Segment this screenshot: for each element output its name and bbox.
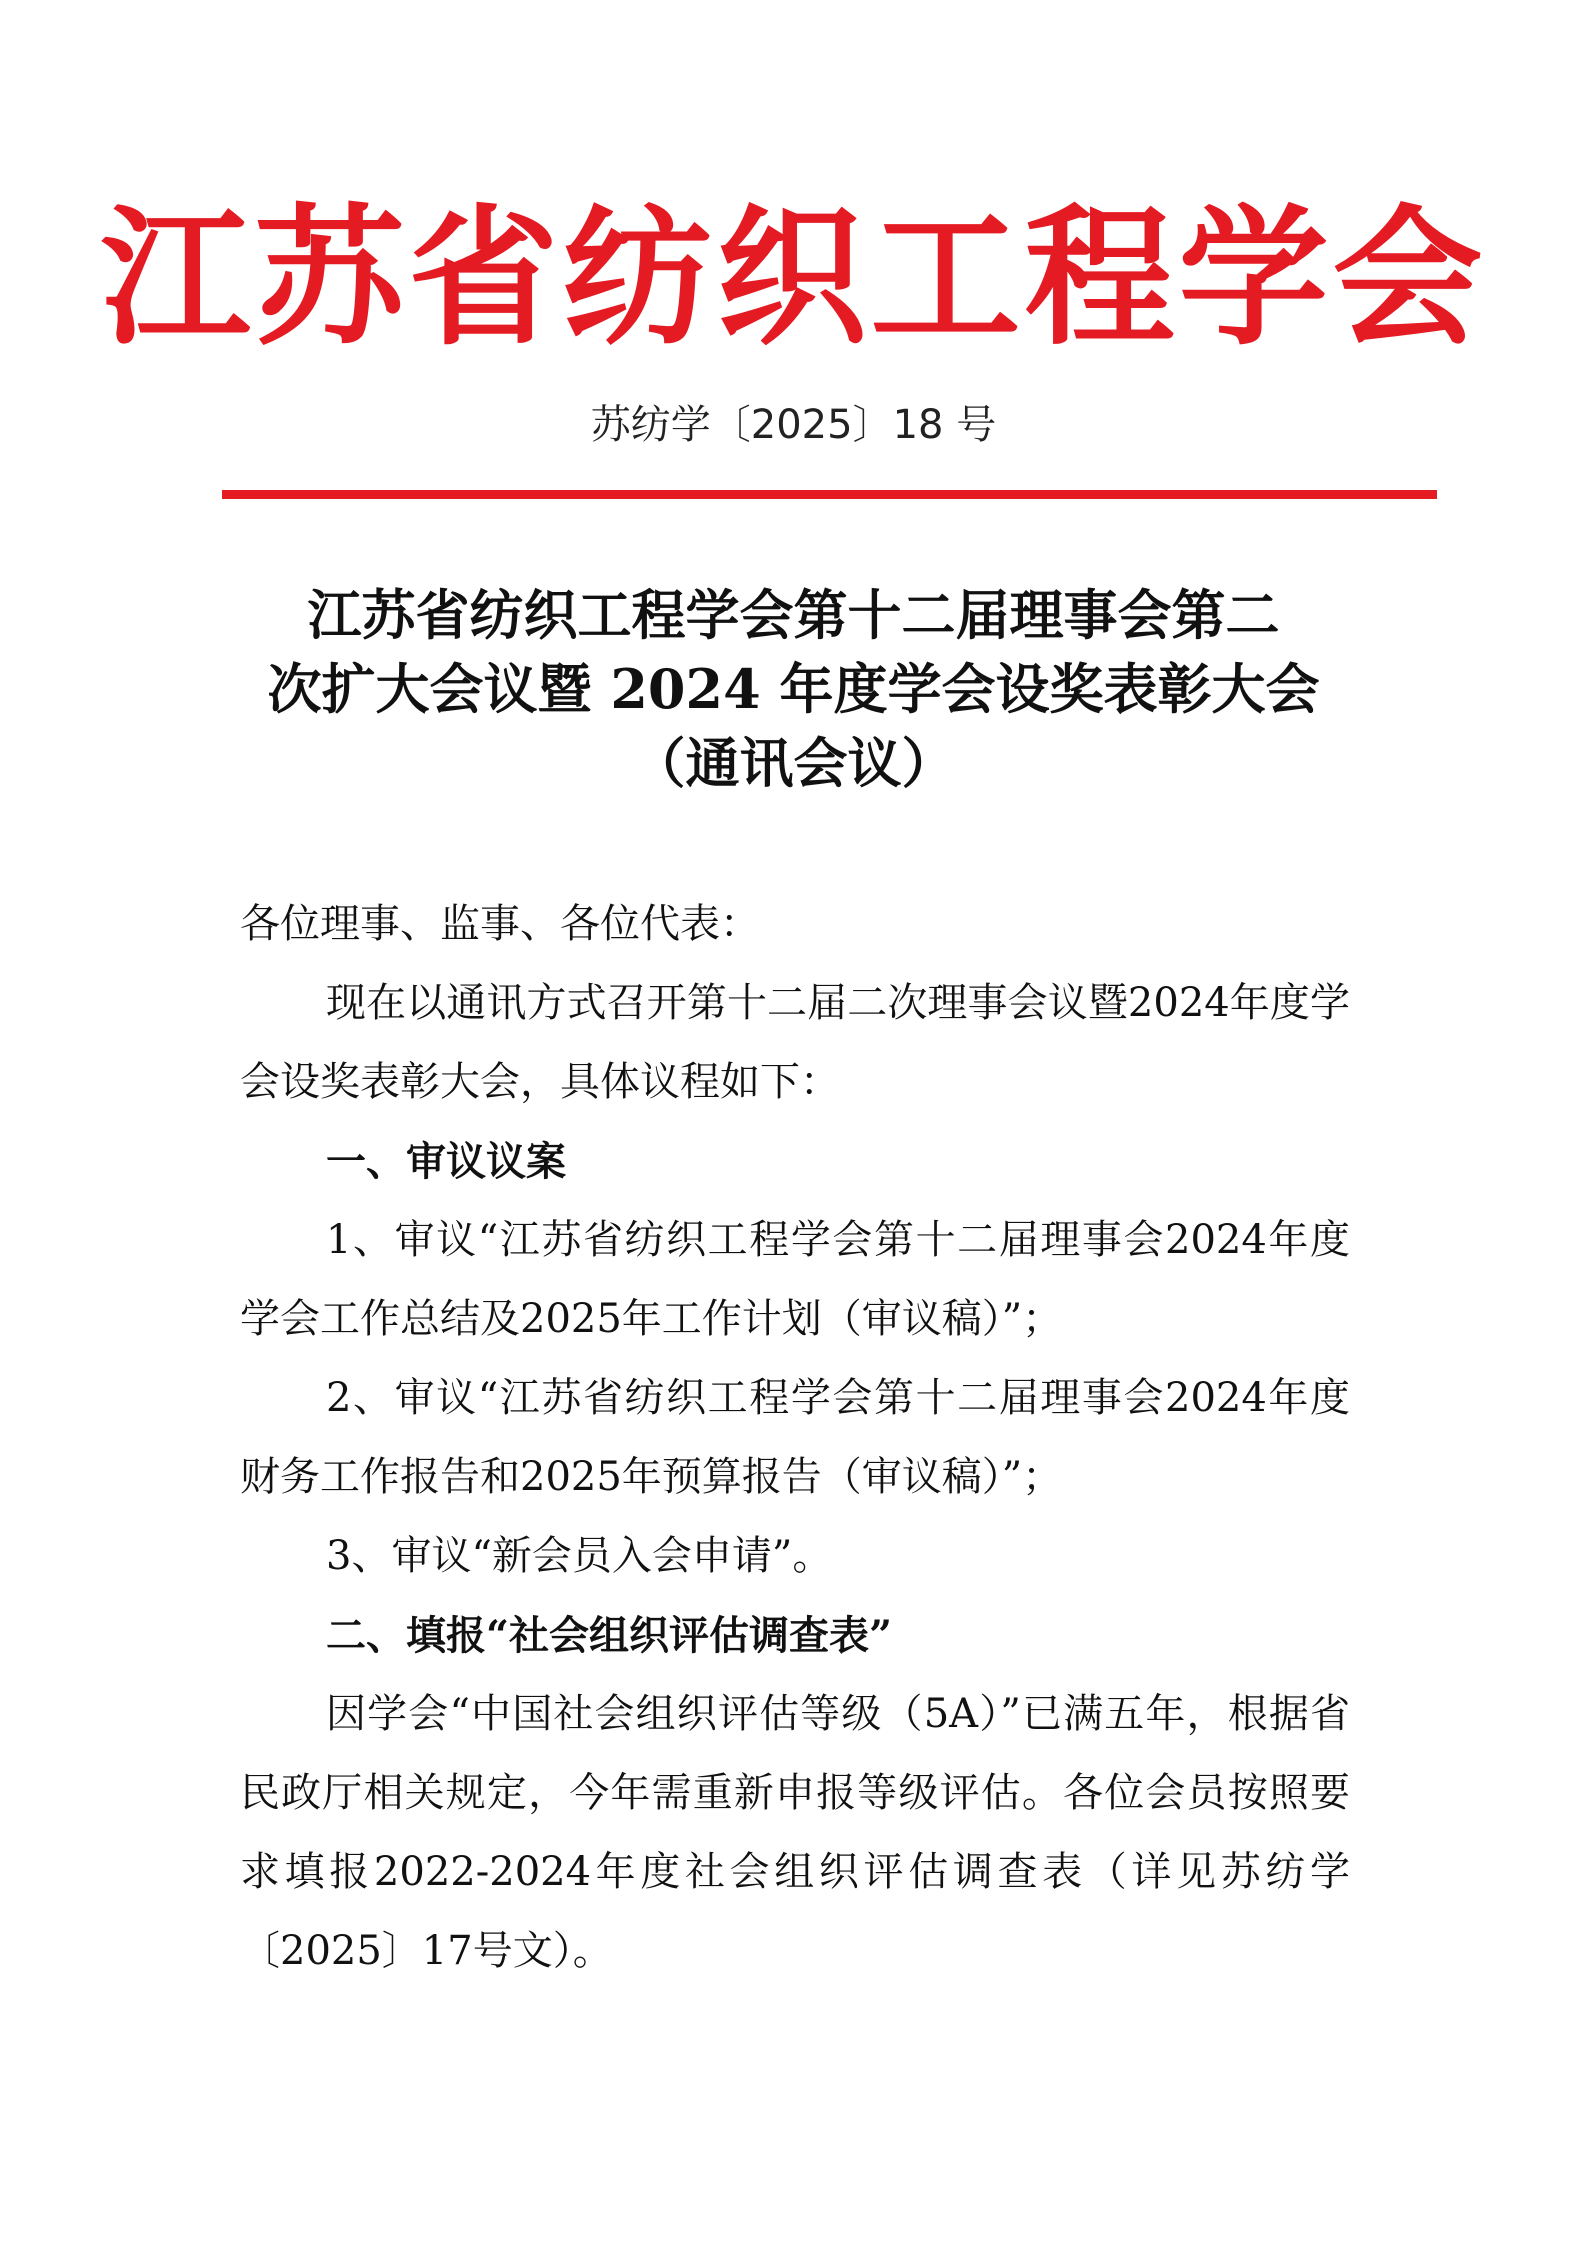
section-heading-2: 二、填报“社会组织评估调查表”: [326, 1612, 893, 1659]
document-number: 苏纺学〔2025〕18 号: [590, 402, 997, 448]
org-masthead: 江苏省纺织工程学会: [100, 190, 1487, 366]
agenda-item-2: 2、审议“江苏省纺织工程学会第十二届理事会2024年度财务工作报告和2025年预算报告（审议稿）”；: [240, 1375, 1350, 1500]
salutation: 各位理事、监事、各位代表：: [240, 901, 760, 947]
section-2-paragraph: 因学会“中国社会组织评估等级（5A）”已满五年，根据省民政厅相关规定，今年需重新申报等级评估。各位会员按照要求填报2022-2024年度社会组织评估调查表（详见苏纺学〔2025〕17号文）。: [240, 1691, 1350, 1974]
agenda-item-1: 1、审议“江苏省纺织工程学会第十二届理事会2024年度学会工作总结及2025年工作计划（审议稿）”；: [240, 1217, 1350, 1342]
title-line-1: 江苏省纺织工程学会第十二届理事会第二: [307, 583, 1280, 647]
red-divider-line: [222, 490, 1437, 499]
agenda-item-3: 3、审议“新会员入会申请”。: [326, 1533, 833, 1579]
document-title: [160, 578, 1427, 800]
title-line-3: （通讯会议）: [631, 731, 956, 795]
document-body: [240, 885, 1350, 1991]
section-heading-1: 一、审议议案: [326, 1138, 566, 1185]
intro-paragraph: 现在以通讯方式召开第十二届二次理事会议暨2024年度学会设奖表彰大会，具体议程如下：: [240, 980, 1350, 1105]
title-line-2: 次扩大会议暨 2024 年度学会设奖表彰大会: [267, 657, 1320, 721]
